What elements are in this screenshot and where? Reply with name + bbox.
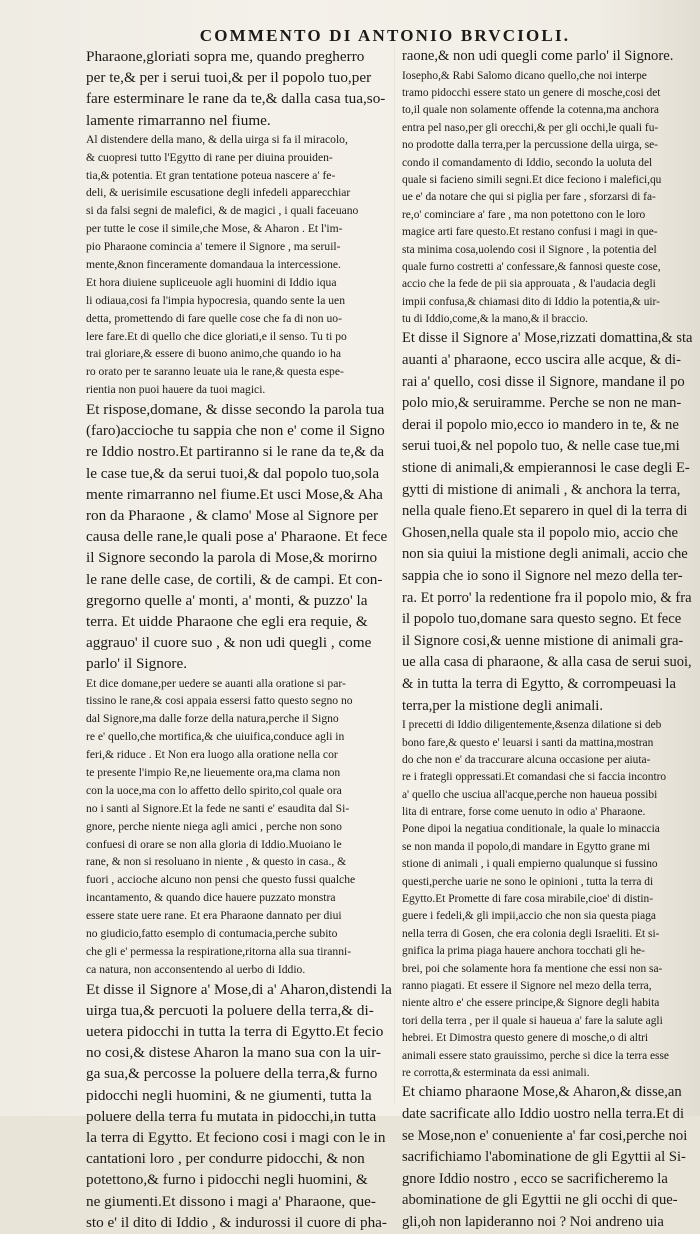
left-text-column — [86, 46, 392, 1233]
left-column-line: Pharaone,gloriati sopra me, quando pregherro — [86, 48, 365, 65]
right-column-line: raone,& non udi quegli come parlo' il Signore. — [402, 48, 674, 64]
right-column-line: re,o' cominciare a' fare , ma non potettono con le loro — [402, 208, 646, 221]
right-column-line: lita di entrare, forse come uenuto in odio a' Pharaone. — [402, 806, 646, 819]
right-column-line: ranno piagati. Et essere il Signore nel mezo della terra, — [402, 980, 652, 992]
right-column-line: stione di animali,& empierannosi le case degli E- — [402, 460, 690, 477]
left-column-line: con la uoce,ma con lo affetto dello spirito,col quale ora — [86, 783, 342, 797]
left-column-line: per tutte le cose il simile,che Mose, & Aharon . Et l'im- — [86, 222, 343, 236]
right-column-line: a' quello che usciua all'acque,perche non haueua possibi — [402, 788, 658, 801]
left-column-line: essere state uere rane. Et era Pharaone dannato per diui — [86, 909, 342, 923]
left-column-line: uirga tua,& percuoti la poluere della terra,& di- — [86, 1001, 374, 1019]
right-column-line: ue e' da notare che qui si piglia per fare , sforzarsi di fa- — [402, 191, 656, 204]
left-column-line: lere fare.Et di quello che dice gloriati,e il senso. Tu ti po — [86, 329, 347, 343]
right-column-line: abominatione de gli Egyttii ne gli occhi di que- — [402, 1192, 678, 1209]
right-column-line: terra,per la mistione degli animali. — [402, 697, 603, 714]
right-column-line: no prodotte dalla terra,per la percussione della uirga, se- — [402, 139, 658, 152]
right-column-line: Ghosen,nella quale sta il popolo mio, accio che — [402, 524, 678, 541]
right-column-line: niente altro e' che essere principe,& Signore degli habita — [402, 997, 660, 1010]
left-column-line: pio Pharaone comincia a' temere il Signore , ma seruil- — [86, 240, 341, 254]
left-column-line: Al distendere della mano, & della uirga si fa il miracolo, — [86, 132, 348, 146]
right-column-line: tu di Iddio,come,& la mano,& il braccio. — [402, 313, 588, 326]
left-column-line: si da falsi segni de malefici, & de magici , i quali faceuano — [86, 204, 359, 218]
left-column-line: ca natura, non acconsentendo al uerbo di Iddio. — [86, 962, 306, 976]
left-column-line: gnore, perche niente niega agli amici , perche non sono — [86, 819, 342, 833]
right-column-line: Et chiamo pharaone Mose,& Aharon,& disse,an — [402, 1084, 682, 1101]
left-column-line: le rane delle case, de cortili, & de campi. Et con- — [86, 570, 383, 588]
right-column-line: brei, poi che solamente hora fa mentione che essi non sa- — [402, 962, 663, 975]
left-column-line: sto e' il dito di Iddio , & indurossi il cuore di pha- — [86, 1213, 387, 1231]
left-column-line: fuori , accioche alcuno non pensi che questo fussi qualche — [86, 873, 356, 887]
left-column-line: li odiaua,cosi fa l'impia hypocresia, quando sente la uen — [86, 293, 346, 307]
left-column-line: mente rimarranno nel fiume.Et usci Mose,& Aha — [86, 485, 383, 503]
right-column-line: gnifica la prima piaga hauere anchora tocchati gli he- — [402, 945, 645, 958]
right-column-line: & in tutta la terra di Egytto, & corrompeuasi la — [402, 675, 676, 692]
left-column-line: tia,& potentia. Et gran tentatione poteua nascere a' fe- — [86, 168, 336, 182]
left-column-line: deli, & uerisimile escusatione degli infedeli apparecchiar — [86, 186, 351, 200]
left-column-line: mente,&non finceramente domandaua la intercessione. — [86, 257, 341, 271]
left-column-line: causa delle rane,le quali pose a' Pharaone. Et fece — [86, 528, 388, 546]
right-column-line: rai a' quello, cosi disse il Signore, mandane il po — [402, 373, 685, 390]
left-column-line: terra. Et uidde Pharaone che egli era requie, & — [86, 612, 368, 630]
right-column-line: hebrei. Et Dimostra questo genere di mosche,o di altri — [402, 1032, 649, 1045]
column-gutter — [394, 44, 395, 1104]
right-column-line: guere i fedeli,& gli impii,accio che non sia questa piaga — [402, 910, 656, 923]
running-header: COMMENTO DI ANTONIO BRVCIOLI. — [199, 26, 571, 45]
left-column-line: detta, promettendo di fare quelle cose che fa di non uo- — [86, 311, 342, 325]
left-column-line: ga sua,& percosse la poluere della terra,& furno — [86, 1065, 378, 1083]
right-column-line: Pone dipoi la negatiua conditionale, la quale lo minaccia — [402, 823, 660, 836]
right-column-line: entra pel naso,per gli orecchi,& per gli occhi,le quali fu- — [402, 121, 659, 134]
left-column-line: Et dice domane,per uedere se auanti alla oratione si par- — [86, 676, 346, 690]
left-column-line: potettono,& furno i pidocchi negli huomini, & — [86, 1171, 368, 1189]
left-column-line: lamente rimarranno nel fiume. — [86, 111, 271, 129]
left-column-line: ro orato per te saranno leuate uia le rane,& questa espe- — [86, 365, 344, 379]
right-column-line: bono fare,& questo e' leuarsi i santi da mattina,mostran — [402, 736, 654, 749]
left-column-line: no giudicio,fatto esemplo di contumacia,perche subito — [86, 927, 338, 941]
left-column-line: re Iddio nostro.Et partiranno si le rane da te,& da — [86, 443, 385, 461]
left-column-line: aggrauo' il cuore suo , & non udi quegli , come — [86, 634, 372, 652]
right-column-line: nella quale fieno.Et separero in quel di la terra di — [402, 503, 688, 520]
right-column-line: sappia che io sono il Signore nel mezo della ter- — [402, 567, 683, 584]
right-column-line: re i frategli oppressati.Et comandasi che si faccia incontro — [402, 771, 667, 784]
right-column-line: polo mio,& seruiramme. Perche se non ne man- — [402, 395, 682, 412]
right-column-line: I precetti di Iddio diligentemente,&senza dilatione si deb — [402, 719, 662, 732]
left-column-line: fare esterminare le rane da te,& dalla casa tua,so- — [86, 90, 386, 108]
left-column-line: parlo' il Signore. — [86, 655, 188, 673]
left-column-line: confuesi di orare se non alla gloria di Iddio.Muoiano le — [86, 837, 342, 851]
right-column-line: quale furno costretti a' confessare,& fannosi queste cose, — [402, 260, 661, 273]
left-column-line: tissino le rane,& cosi appaia essersi fatto questo segno no — [86, 694, 353, 708]
right-column-line: quale si facieno simili segni.Et dice feciono i malefici,qu — [402, 173, 662, 186]
left-column-line: (faro)accioche tu sappia che non e' come il Signo — [86, 422, 385, 440]
right-column-line: ue alla casa di pharaone, & alla casa de serui suoi, — [402, 654, 692, 671]
right-column-line: derai il popolo mio,ecco io mandero in te, & ne — [402, 416, 679, 433]
left-column-line: trai gloriare,& essere di buono animo,che quando io ha — [86, 347, 341, 361]
left-column-line: incantamento, & quando dice hauere puzzato monstra — [86, 891, 336, 905]
right-column-line: to,il quale non solamente offende la cotenna,ma anchora — [402, 104, 659, 117]
left-column-line: poluere della terra fu mutata in pidocchi,in tutta — [86, 1107, 377, 1125]
right-column-line: animali essere stato grauissimo, perche si dice la terra esse — [402, 1049, 669, 1062]
left-column-line: feri,& riduce . Et Non era luogo alla oratione nella cor — [86, 748, 338, 762]
left-column-line: gregorno quelle a' monti, a' monti, & puzzo' la — [86, 591, 368, 609]
right-column-line: nella terra di Gosen, che era colonia degli Israeliti. Et si- — [402, 927, 660, 940]
right-column-line: se non manda il popolo,di mandare in Egytto grane mi — [402, 840, 651, 853]
right-column-line: magice arti fare questo.Et restano confusi i magi in que- — [402, 226, 658, 239]
right-column-line: re corrotta,& esterminata da essi animali. — [402, 1066, 590, 1079]
left-column-line: che gli e' permessa la respiratione,ritorna alla sua tiranni- — [86, 944, 352, 958]
right-column-line: tramo pidocchi essere stato un genere di mosche,cosi det — [402, 86, 661, 99]
right-column-line: Iosepho,& Rabi Salomo dicano quello,che noi interpe — [402, 69, 647, 82]
right-column-line: questi,perche uarie ne sono le opinioni , tutta la terra di — [402, 875, 654, 888]
left-column-line: ron da Pharaone , & clamo' Mose al Signore per — [86, 507, 379, 525]
left-column-line: re e' quello,che mortifica,& che uiuifica,conduce agli in — [86, 730, 345, 744]
right-column-line: sacrifichiamo l'abominatione de gli Egyttii al Si- — [402, 1149, 686, 1166]
right-column-line: ra. Et porro' la redentione fra il popolo mio, & fra — [402, 589, 692, 606]
left-column-line: la terra di Egytto. Et feciono cosi i magi con le in — [86, 1129, 386, 1146]
left-column-line: & cuopresi tutto l'Egytto di rane per diuina prouiden- — [86, 150, 333, 164]
left-column-line: te presente l'impio Re,ne lieuemente ora,ma clama non — [86, 766, 341, 779]
right-column-line: impii confusa,& chiamasi dito di Iddio la potentia,& uir- — [402, 295, 660, 308]
right-column-line: Et disse il Signore a' Mose,rizzati domattina,& sta — [402, 330, 693, 347]
left-column-line: il Signore secondo la parola di Mose,& morirno — [86, 549, 378, 567]
left-column-line: ne giumenti.Et dissono i magi a' Pharaone, que- — [86, 1192, 376, 1210]
left-column-line: no cosi,& distese Aharon la mano sua con la uir- — [86, 1044, 381, 1062]
right-column-line: Egytto.Et Promette di fare cosa mirabile,cioe' di distin- — [402, 893, 653, 906]
left-column-line: le case tue,& da serui tuoi,& dal popolo tuo,sola — [86, 464, 380, 482]
right-column-line: gli,oh non lapideranno noi ? Noi andreno uia — [402, 1213, 664, 1230]
right-column-line: tori della terra , per il quale si haueua a' fare la salute agli — [402, 1014, 663, 1027]
right-column-line: serui tuoi,& nel popolo tuo, & nelle case tue,mi — [402, 438, 680, 455]
left-column-line: Et hora diuiene supliceuole agli huomini di Iddio iqua — [86, 275, 337, 289]
left-column-line: cantationi loro , per condurre pidocchi, & non — [86, 1150, 365, 1168]
left-column-line: Et disse il Signore a' Mose,di a' Aharon,distendi la — [86, 980, 392, 998]
left-column-line: rientia non puoi hauere da tuoi magici. — [86, 383, 266, 397]
right-column-line: il Signore cosi,& uenne mistione di animali gra- — [402, 632, 684, 649]
right-column-line: condo il comandamento di Iddio, secondo la uoluta del — [402, 156, 653, 169]
right-text-column — [402, 46, 692, 1234]
left-column-line: no i santi al Signore.Et la fede ne santi e' esaudita dal Si- — [86, 801, 350, 815]
right-column-line: accio che la fede de pii sia approuata , & l'audacia degli — [402, 278, 656, 291]
right-column-line: se Mose,non e' conueniente a' far cosi,perche noi — [402, 1127, 688, 1144]
right-column-line: non sia quiui la mistione degli animali, accio che — [402, 546, 688, 563]
right-column-line: auanti a' pharaone, ecco uscira alle acque, & di- — [402, 352, 681, 369]
right-column-line: stione di animali , i quali empierno qualunque si fussino — [402, 858, 658, 871]
right-column-line: do che non e' da traccurare alcuna occasione per aiuta- — [402, 753, 651, 766]
left-column-line: rane, & non si resoluano in niente , & questo in casa., & — [86, 855, 347, 869]
left-column-line: pidocchi negli huomini, & ne giumenti, tutta la — [86, 1086, 372, 1104]
left-column-line: Et rispose,domane, & disse secondo la parola tua — [86, 401, 385, 419]
right-column-line: il popolo tuo,domane sara questo segno. Et fece — [402, 611, 682, 628]
left-column-line: dal Signore,ma dalle forze della natura,perche il Signo — [86, 712, 339, 726]
right-column-line: sta minima cosa,uolendo cosi il Signore , la potentia del — [402, 243, 657, 256]
left-column-line: per te,& per i serui tuoi,& per il popolo tuo,per — [86, 69, 372, 87]
left-column-line: uetera pidocchi in tutta la terra di Egytto.Et fecio — [86, 1023, 384, 1041]
right-column-line: date sacrificate allo Iddio uostro nella terra.Et di — [402, 1105, 685, 1122]
right-column-line: gnore Iddio nostro , ecco se sacrificheremo la — [402, 1170, 668, 1187]
right-column-line: gytti di mistione di animali , & anchora la terra, — [402, 481, 681, 498]
